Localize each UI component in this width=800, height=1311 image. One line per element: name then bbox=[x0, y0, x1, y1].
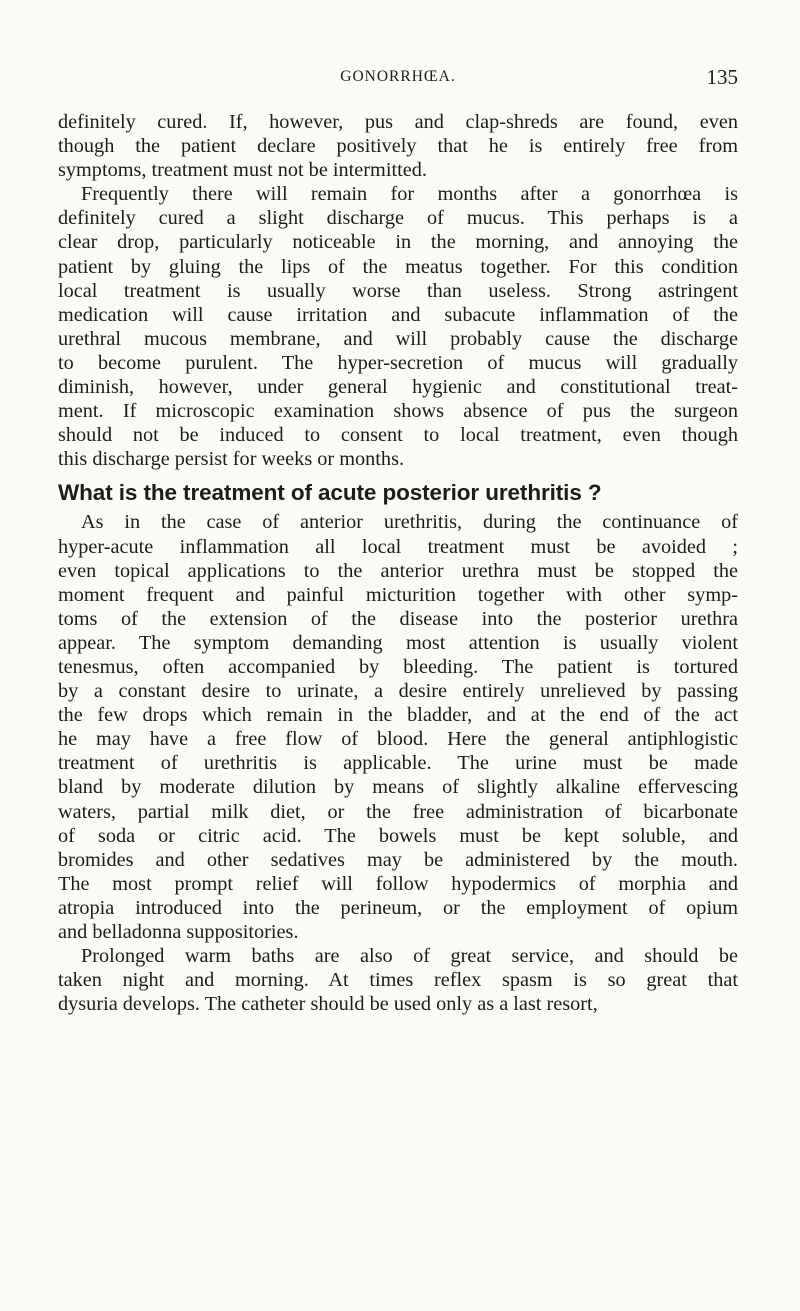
text-line: he may have a free flow of blood. Here the general antiphlogistic bbox=[58, 728, 738, 751]
text-line: toms of the extension of the disease into the posterior urethra bbox=[58, 607, 738, 630]
text-line: Frequently there will remain for months after a gonorrhœa is bbox=[81, 183, 738, 206]
text-line: symptoms, treatment must not be intermitted. bbox=[58, 159, 427, 182]
text-line: The most prompt relief will follow hypodermics of morphia and bbox=[58, 872, 738, 895]
text-line: even topical applications to the anterior urethra must be stopped the bbox=[58, 559, 738, 582]
text-line: diminish, however, under general hygienic and constitutional treat- bbox=[58, 376, 738, 399]
text-line: definitely cured. If, however, pus and clap-shreds are found, even bbox=[58, 111, 738, 133]
text-line: treatment of urethritis is applicable. The urine must be made bbox=[58, 752, 738, 775]
text-line: though the patient declare positively that he is entirely free from bbox=[58, 135, 738, 158]
text-line: Prolonged warm baths are also of great service, and should be bbox=[81, 945, 738, 968]
running-title: GONORRHŒA. bbox=[340, 68, 456, 85]
text-line: clear drop, particularly noticeable in the morning, and annoying the bbox=[58, 231, 738, 254]
paragraph bbox=[58, 944, 738, 1016]
text-line: urethral mucous membrane, and will probably cause the discharge bbox=[58, 327, 738, 350]
text-line: by a constant desire to urinate, a desire entirely unrelieved by passing bbox=[58, 680, 738, 703]
text-line: atropia introduced into the perineum, or the employment of opium bbox=[58, 896, 738, 919]
text-line: tenesmus, often accompanied by bleeding. The patient is tortured bbox=[58, 655, 738, 678]
paragraph bbox=[58, 510, 738, 944]
body-text bbox=[58, 110, 738, 1016]
text-line: to become purulent. The hyper-secretion of mucus will gradually bbox=[58, 351, 738, 374]
text-line: appear. The symptom demanding most attention is usually violent bbox=[58, 631, 738, 654]
paragraph bbox=[58, 182, 738, 471]
text-line: moment frequent and painful micturition together with other symp- bbox=[58, 583, 738, 606]
paragraph bbox=[58, 110, 738, 182]
page-number: 135 bbox=[706, 65, 738, 89]
text-line: medication will cause irritation and subacute inflammation of the bbox=[58, 303, 738, 326]
text-line: dysuria develops. The catheter should be used only as a last resort, bbox=[58, 993, 598, 1016]
text-line: the few drops which remain in the bladder, and at the end of the act bbox=[58, 704, 738, 727]
text-line: should not be induced to consent to local treatment, even though bbox=[58, 424, 738, 447]
text-line: ment. If microscopic examination shows absence of pus the surgeon bbox=[58, 400, 738, 423]
text-line: taken night and morning. At times reflex spasm is so great that bbox=[58, 969, 738, 992]
text-line: bromides and other sedatives may be administered by the mouth. bbox=[58, 848, 738, 871]
text-line: bland by moderate dilution by means of slightly alkaline effervescing bbox=[58, 776, 738, 799]
text-line: definitely cured a slight discharge of mucus. This perhaps is a bbox=[58, 207, 738, 230]
section-heading: What is the treatment of acute posterior urethritis ? bbox=[58, 480, 602, 506]
running-head bbox=[58, 64, 738, 90]
text-line: of soda or citric acid. The bowels must be kept soluble, and bbox=[58, 824, 738, 847]
text-line: this discharge persist for weeks or months. bbox=[58, 448, 405, 471]
text-line: As in the case of anterior urethritis, during the continuance of bbox=[81, 511, 738, 534]
text-line: hyper-acute inflammation all local treatment must be avoided ; bbox=[58, 535, 738, 558]
text-line: waters, partial milk diet, or the free administration of bicarbonate bbox=[58, 800, 738, 823]
text-line: patient by gluing the lips of the meatus together. For this condition bbox=[58, 255, 738, 278]
text-line: and belladonna suppositories. bbox=[58, 921, 299, 943]
text-line: local treatment is usually worse than useless. Strong astringent bbox=[58, 279, 738, 302]
